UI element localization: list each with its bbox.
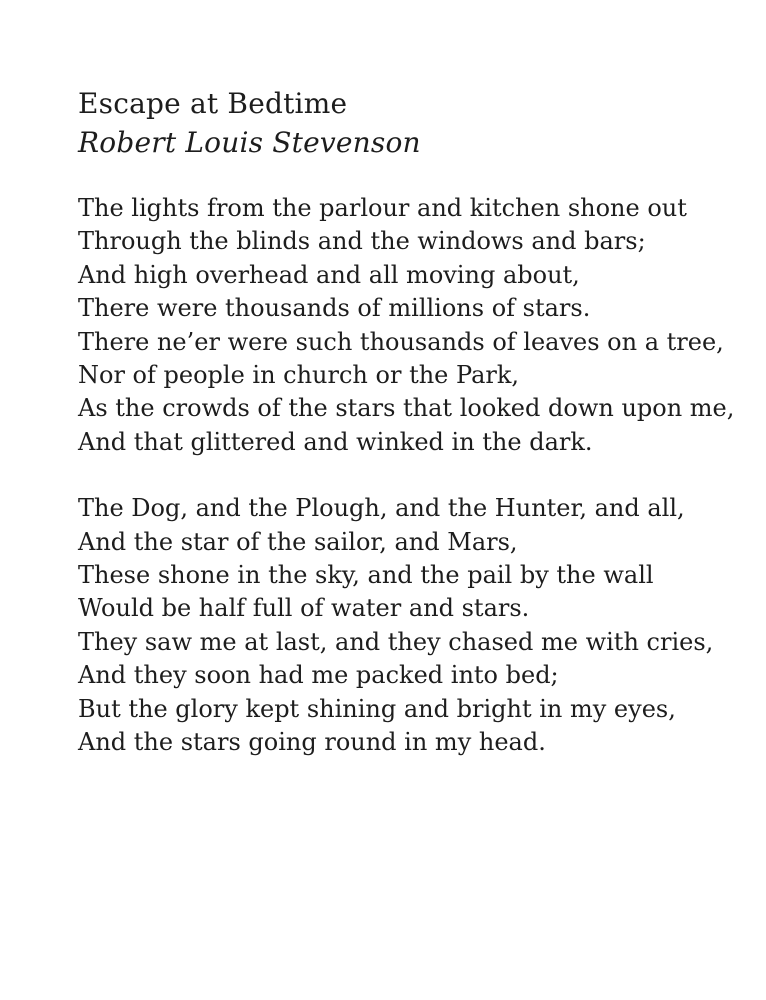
poem-line: Would be half full of water and stars. [78, 594, 530, 623]
poem-line: And high overhead and all moving about, [78, 260, 580, 289]
poem-title: Escape at Bedtime [78, 87, 348, 120]
poem-line: Nor of people in church or the Park, [78, 361, 520, 390]
poem-line: And they soon had me packed into bed; [78, 661, 559, 690]
poem-author: Robert Louis Stevenson [78, 126, 421, 159]
poem-line: And that glittered and winked in the dark. [78, 427, 593, 456]
poem-line: And the star of the sailor, and Mars, [78, 527, 518, 556]
poem-line: As the crowds of the stars that looked down upon me, [78, 394, 735, 423]
poem-line: The Dog, and the Plough, and the Hunter, and all, [78, 494, 685, 523]
poem-line: There ne’er were such thousands of leaves on a tree, [78, 327, 724, 356]
poem-stanza-1 [78, 192, 735, 459]
poem-line: These shone in the sky, and the pail by the wall [78, 561, 654, 590]
poem-line: There were thousands of millions of stars. [78, 294, 591, 323]
poem-line: But the glory kept shining and bright in my eyes, [78, 694, 676, 723]
poem-stanza-2 [78, 492, 714, 759]
poem-line: They saw me at last, and they chased me with cries, [78, 627, 714, 656]
poem-line: And the stars going round in my head. [78, 728, 546, 757]
poem-line: Through the blinds and the windows and bars; [78, 227, 646, 256]
poem-line: The lights from the parlour and kitchen shone out [78, 194, 687, 222]
